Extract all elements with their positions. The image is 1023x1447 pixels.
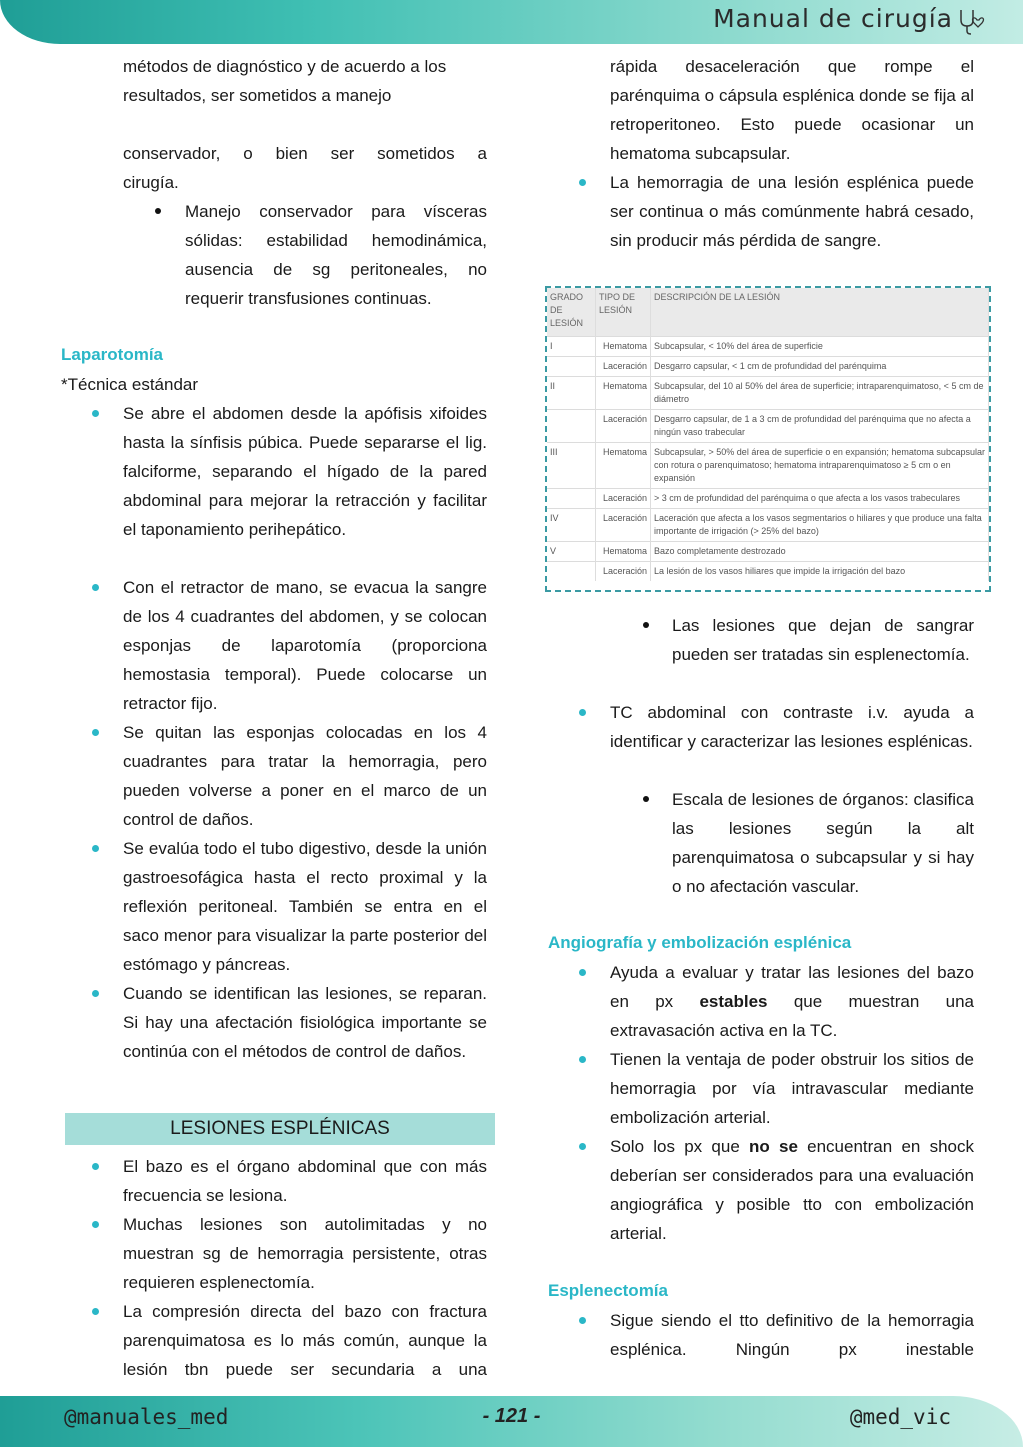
description-cell: Bazo completamente destrozado xyxy=(651,542,989,562)
footer-handle-right: @med_vic xyxy=(849,1405,951,1429)
grade-cell: I xyxy=(547,337,596,357)
type-cell: Laceración xyxy=(596,489,651,509)
type-cell: Hematoma xyxy=(596,542,651,562)
table-row xyxy=(547,357,989,377)
sub-bullet-conservador: Manejo conservador para vísceras sólidas: estabilidad hemodinámica, ausencia de sg peritoneales, no requerir transfusiones continuas. xyxy=(185,202,487,308)
page-number: - 121 - xyxy=(482,1405,541,1427)
esplenicas-bullet-3: La compresión directa del bazo con fractura parenquimatosa es lo más común, aunque la lesión tbn puede ser secundaria a una xyxy=(123,1302,487,1379)
bullet-dot xyxy=(92,845,99,852)
type-cell: Laceración xyxy=(596,509,651,542)
lesion-grade-table xyxy=(547,288,989,581)
description-cell: Desgarro capsular, de 1 a 3 cm de profundidad del parénquima que no afecta a ningún vaso trabecular xyxy=(651,410,989,443)
table-row xyxy=(547,337,989,357)
bullet-dot xyxy=(92,1221,99,1228)
description-cell: La lesión de los vasos hiliares que impide la irrigación del bazo xyxy=(651,562,989,582)
type-cell: Hematoma xyxy=(596,337,651,357)
description-cell: Laceración que afecta a los vasos segmentarios o hiliares y que produce una falta importante de irrigación (> 25% del bazo) xyxy=(651,509,989,542)
grade-cell: V xyxy=(547,542,596,562)
angio-b1-text-end: que muestran una extravasación activa en la TC. xyxy=(610,992,975,1040)
bullet-dot xyxy=(579,1143,586,1150)
continuation-text: rápida desaceleración que rompe el parénquima o cápsula esplénica donde se fija al retroperitoneo. Esto puede ocasionar un hematoma subcapsular. xyxy=(610,57,974,163)
grade-cell: II xyxy=(547,377,596,410)
bullet-dot xyxy=(579,709,586,716)
heading-angiografia: Angiografía y embolización esplénica xyxy=(548,933,852,952)
description-cell: Subcapsular, > 50% del área de superficie o en expansión; hematoma subcapsular con rotura o parenquimatoso; hematoma intraparenquimatoso ≥ 5 cm o en expansión xyxy=(651,443,989,489)
bullet-dot xyxy=(579,179,586,186)
angio-b3-text-end: encuentran en shock deberían ser considerados para una evaluación angiográfica y posible tto con embolización arterial. xyxy=(610,1137,974,1243)
table-row xyxy=(547,377,989,410)
description-cell: Subcapsular, del 10 al 50% del área de superficie; intraparenquimatoso, < 5 cm de diámetro xyxy=(651,377,989,410)
angio-b3-bold: no se xyxy=(749,1137,798,1156)
type-cell: Laceración xyxy=(596,562,651,582)
esplenicas-bullet-1: El bazo es el órgano abdominal que con más frecuencia se lesiona. xyxy=(123,1157,487,1205)
table-header: TIPO DE LESIÓN xyxy=(596,288,651,337)
bullet-dot xyxy=(92,1163,99,1170)
type-cell: Hematoma xyxy=(596,377,651,410)
table-row xyxy=(547,443,989,489)
table-row xyxy=(547,542,989,562)
angio-bullet-3 xyxy=(610,1132,974,1248)
type-cell: Hematoma xyxy=(596,443,651,489)
laparotomia-bullet-2: Con el retractor de mano, se evacua la sangre de los 4 cuadrantes del abdomen, y se colocan esponjas de laparotomía (proporciona hemostasia temporal). Puede colocarse un retractor fijo. xyxy=(123,578,487,713)
heading-esplenectomia: Esplenectomía xyxy=(548,1281,668,1300)
table-row xyxy=(547,562,989,582)
angio-b1-text: Ayuda a evaluar y tratar las lesiones del bazo en px xyxy=(610,963,974,1011)
bullet-dot xyxy=(579,1056,586,1063)
table-row xyxy=(547,489,989,509)
esplenectomia-bullet-1: Sigue siendo el tto definitivo de la hemorragia esplénica. Ningún px inestable xyxy=(610,1311,974,1359)
bullet-dot xyxy=(579,969,586,976)
grade-cell: III xyxy=(547,443,596,489)
grade-cell xyxy=(547,357,596,377)
grade-cell xyxy=(547,562,596,582)
footer-handle-left: @manuales_med xyxy=(64,1405,229,1429)
sub-bullet-sangrar: Las lesiones que dejan de sangrar pueden ser tratadas sin esplenectomía. xyxy=(672,616,974,664)
heading-laparotomia: Laparotomía xyxy=(61,345,164,364)
type-cell: Laceración xyxy=(596,410,651,443)
section-title-lesiones-esplenicas: LESIONES ESPLÉNICAS xyxy=(65,1113,495,1145)
tecnica-estandar: *Técnica estándar xyxy=(61,375,199,394)
description-cell: > 3 cm de profundidad del parénquima o que afecta a los vasos trabeculares xyxy=(651,489,989,509)
grade-cell xyxy=(547,489,596,509)
table-header: DESCRIPCIÓN DE LA LESIÓN xyxy=(651,288,989,337)
laparotomia-bullet-1: Se abre el abdomen desde la apófisis xifoides hasta la sínfisis púbica. Puede separarse el lig. falciforme, separando el hígado de la pared abdominal para mejorar la retracción y facilitar el taponamiento perihepático. xyxy=(123,404,487,539)
table-header: GRADO DE LESIÓN xyxy=(547,288,596,337)
bullet-dot xyxy=(92,410,99,417)
laparotomia-bullet-4: Se evalúa todo el tubo digestivo, desde la unión gastroesofágica hasta el recto proximal y la reflexión peritoneal. También se entra en el saco menor para visualizar la parte posterior del estómago y páncreas. xyxy=(123,839,487,974)
grade-cell: IV xyxy=(547,509,596,542)
table-row xyxy=(547,509,989,542)
intro-line-4: cirugía. xyxy=(123,173,179,192)
sub-bullet-dot xyxy=(643,622,649,628)
bullet-hemorragia: La hemorragia de una lesión esplénica puede ser continua o más comúnmente habrá cesado, sin producir más pérdida de sangre. xyxy=(610,173,974,250)
angio-bullet-2: Tienen la ventaja de poder obstruir los sitios de hemorragia por vía intravascular mediante embolización arterial. xyxy=(610,1050,974,1127)
intro-line-2: resultados, ser sometidos a manejo xyxy=(123,86,392,105)
bullet-dot xyxy=(92,729,99,736)
grade-cell xyxy=(547,410,596,443)
bullet-dot xyxy=(92,584,99,591)
bullet-tc: TC abdominal con contraste i.v. ayuda a identificar y caracterizar las lesiones esplénicas. xyxy=(610,703,974,751)
sub-bullet-dot xyxy=(643,796,649,802)
intro-line-3: conservador, o bien ser sometidos a xyxy=(123,144,487,163)
esplenicas-bullet-2: Muchas lesiones son autolimitadas y no muestran sg de hemorragia persistente, otras requieren esplenectomía. xyxy=(123,1215,487,1292)
intro-line-1: métodos de diagnóstico y de acuerdo a los xyxy=(123,57,447,76)
laparotomia-bullet-3: Se quitan las esponjas colocadas en los 4 cuadrantes para tratar la hemorragia, pero pueden volverse a poner en el marco de un control de daños. xyxy=(123,723,487,829)
description-cell: Desgarro capsular, < 1 cm de profundidad del parénquima xyxy=(651,357,989,377)
header-title: Manual de cirugía xyxy=(713,4,953,33)
description-cell: Subcapsular, < 10% del área de superficie xyxy=(651,337,989,357)
stethoscope-heart-icon xyxy=(957,6,987,36)
type-cell: Laceración xyxy=(596,357,651,377)
angio-b3-text: Solo los px que xyxy=(610,1137,749,1156)
angio-b1-bold: estables xyxy=(699,992,768,1011)
bullet-dot xyxy=(92,1308,99,1315)
sub-bullet-escala: Escala de lesiones de órganos: clasifica las lesiones según la alt parenquimatosa o subcapsular y si hay o no afectación vascular. xyxy=(672,790,974,896)
sub-bullet-dot xyxy=(155,208,161,214)
bullet-dot xyxy=(92,990,99,997)
bullet-dot xyxy=(579,1317,586,1324)
angio-bullet-1 xyxy=(610,958,974,1045)
laparotomia-bullet-5: Cuando se identifican las lesiones, se reparan. Si hay una afectación fisiológica importante se continúa con el métodos de control de daños. xyxy=(123,984,487,1061)
table-row xyxy=(547,410,989,443)
